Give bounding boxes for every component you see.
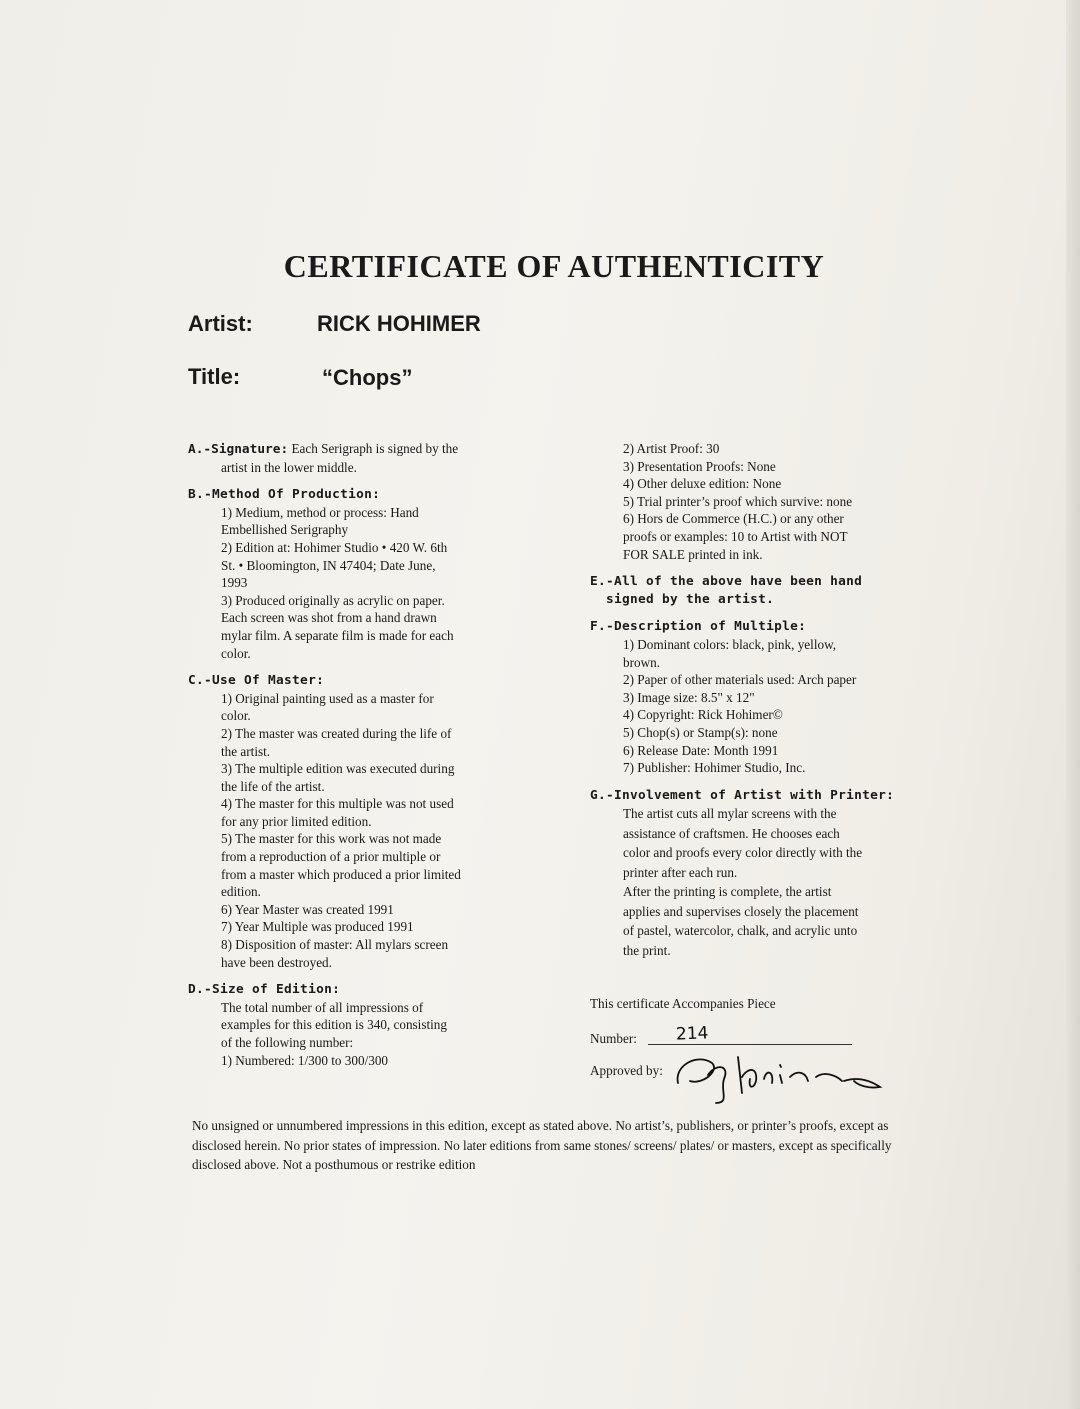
section-line: FOR SALE printed in ink.: [623, 546, 763, 562]
section-line: 1) Original painting used as a master for: [221, 690, 434, 706]
section-line: for any prior limited edition.: [221, 813, 372, 829]
section-heading: D.-Size of Edition:: [188, 982, 341, 998]
accompanies-text: This certificate Accompanies Piece: [590, 996, 776, 1011]
section-line: the life of the artist.: [221, 778, 325, 794]
number-label: Number:: [590, 1031, 637, 1046]
section-line: 4) Copyright: Rick Hohimer©: [623, 707, 783, 723]
section-line: 3) Produced originally as acrylic on paper.: [221, 592, 445, 608]
document-title: CERTIFICATE OF AUTHENTICITY: [283, 248, 825, 284]
section-line: mylar film. A separate film is made for each: [221, 627, 454, 643]
artwork-title: “Chops”: [322, 365, 413, 390]
section-line: the print.: [623, 942, 671, 958]
title-label: Title:: [188, 364, 241, 389]
section-b-method: [188, 486, 533, 662]
section-line: proofs or examples: 10 to Artist with NOT: [623, 528, 848, 544]
section-line: 3) Image size: 8.5" x 12": [623, 689, 755, 705]
artist-label: Artist:: [188, 311, 253, 336]
section-line: 2) Artist Proof: 30: [623, 441, 720, 456]
section-line: of pastel, watercolor, chalk, and acrylic unto: [623, 923, 858, 939]
section-line: 1) Numbered: 1/300 to 300/300: [221, 1052, 389, 1068]
section-line: 6) Release Date: Month 1991: [623, 742, 779, 758]
section-line: St. • Bloomington, IN 47404; Date June,: [221, 557, 436, 573]
section-line: from a master which produced a prior limited: [221, 866, 461, 882]
section-line: Each screen was shot from a hand drawn: [221, 610, 437, 626]
section-line: 4) Other deluxe edition: None: [623, 476, 782, 492]
right-column: [590, 440, 935, 970]
section-line: 1) Dominant colors: black, pink, yellow,: [623, 636, 837, 652]
section-line: 3) Presentation Proofs: None: [623, 458, 776, 474]
section-line: assistance of craftsmen. He chooses each: [623, 825, 840, 841]
section-line: from a reproduction of a prior multiple or: [221, 849, 441, 865]
section-line: 8) Disposition of master: All mylars screen: [221, 937, 449, 953]
section-line: 1993: [221, 575, 248, 591]
paper-edge-shadow: [1066, 0, 1080, 1409]
section-line: 1) Medium, method or process: Hand: [221, 504, 419, 520]
section-line: 2) Paper of other materials used: Arch paper: [623, 672, 857, 688]
section-line: 7) Year Multiple was produced 1991: [221, 919, 414, 935]
section-line: The total number of all impressions of: [221, 999, 424, 1015]
section-line: the artist.: [221, 743, 271, 759]
section-line: 3) The multiple edition was executed during: [221, 761, 455, 777]
section-heading: E.-All of the above have been hand: [590, 574, 863, 590]
artist-name: RICK HOHIMER: [317, 311, 481, 336]
section-heading: G.-Involvement of Artist with Printer:: [590, 787, 895, 803]
section-line: brown.: [623, 654, 660, 670]
section-line: 7) Publisher: Hohimer Studio, Inc.: [623, 760, 806, 776]
section-d-continued: [590, 440, 935, 563]
section-line: color and proofs every color directly with the: [623, 845, 863, 861]
section-heading: F.-Description of Multiple:: [590, 619, 807, 635]
section-line: Each Serigraph is signed by the: [291, 441, 459, 456]
section-line: The artist cuts all mylar screens with the: [623, 806, 837, 822]
section-line: edition.: [221, 884, 261, 900]
section-line: color.: [221, 645, 251, 661]
section-line: Embellished Serigraphy: [221, 522, 349, 538]
section-g-involvement: [590, 787, 935, 961]
artist-signature: [668, 1045, 888, 1105]
section-f-description: [590, 618, 935, 776]
section-heading: B.-Method Of Production:: [188, 487, 381, 503]
section-line: examples for this edition is 340, consisting: [221, 1017, 447, 1033]
section-d-size: [188, 981, 533, 1069]
footer-disclaimer: No unsigned or unnumbered impressions in this edition, except as stated above. No artist’s, publishers, or printer’s proofs, except as disclosed herein. No prior states of impression. No later editions from same stones/ screens/ plates/ or masters, except as specifically disclosed above. Not a posthumous or restrike edition: [192, 1118, 892, 1172]
section-line: 5) The master for this work was not made: [221, 831, 442, 847]
section-line: 2) Edition at: Hohimer Studio • 420 W. 6th: [221, 539, 448, 555]
section-heading-continued: signed by the artist.: [606, 591, 775, 607]
section-line: applies and supervises closely the placement: [623, 903, 859, 919]
section-heading: A.-Signature:: [188, 442, 289, 457]
section-a-signature: [188, 440, 533, 476]
section-line: 6) Hors de Commerce (H.C.) or any other: [623, 511, 844, 527]
approved-label: Approved by:: [590, 1063, 663, 1078]
section-line: 6) Year Master was created 1991: [221, 901, 394, 917]
section-line: of the following number:: [221, 1035, 354, 1050]
section-c-master: [188, 672, 533, 971]
section-line: have been destroyed.: [221, 954, 332, 970]
section-line: artist in the lower middle.: [221, 459, 357, 475]
left-column: [188, 440, 533, 1079]
section-heading: C.-Use Of Master:: [188, 673, 325, 689]
handwritten-number: 214: [675, 1023, 709, 1045]
section-line: printer after each run.: [623, 864, 738, 880]
section-line: 2) The master was created during the life of: [221, 725, 452, 741]
section-line: color.: [221, 708, 251, 724]
section-line: After the printing is complete, the artist: [623, 884, 832, 900]
section-line: 4) The master for this multiple was not used: [221, 796, 454, 812]
section-line: 5) Chop(s) or Stamp(s): none: [623, 724, 778, 740]
section-e-signed: [590, 573, 935, 608]
section-line: 5) Trial printer’s proof which survive: none: [623, 493, 853, 509]
